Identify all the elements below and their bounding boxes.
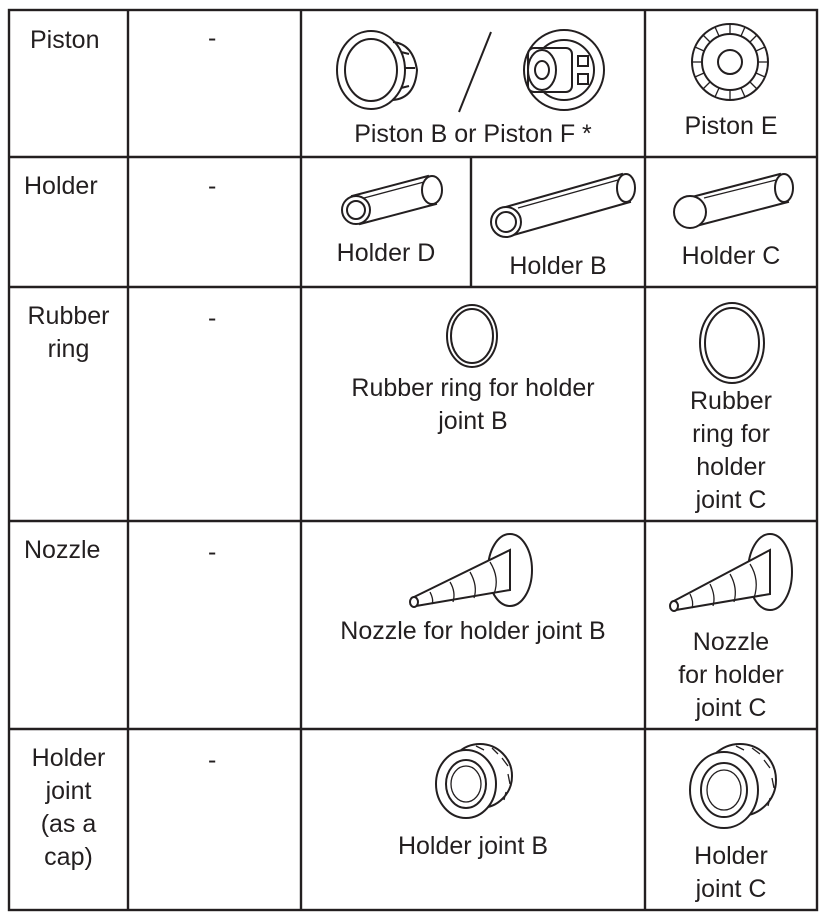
holder-d-label: Holder D [336, 239, 436, 267]
holder-c-label: Holder C [681, 242, 781, 270]
piston-e-label: Piston E [684, 112, 778, 140]
row-label-holder-joint-2: joint [45, 777, 92, 805]
rubber-ring-c-label-3: holder [696, 453, 766, 481]
holder-b-image [478, 168, 638, 244]
rubber-ring-c-label-4: joint C [695, 486, 767, 514]
rubber-ring-b-label-1: Rubber ring for holder [351, 374, 595, 402]
rubber-ring-b-label-2: joint B [438, 407, 508, 435]
holder-joint-b-image [432, 738, 516, 822]
rubber-ring-b-image [444, 302, 500, 370]
piston-e-image [688, 20, 772, 104]
holder-joint-c-label-1: Holder [694, 842, 768, 870]
rubber-ring-c-label-1: Rubber [690, 387, 772, 415]
holder-c-image [668, 168, 796, 234]
row-label-rubber-ring-1: Rubber [27, 302, 110, 330]
nozzle-b-image [406, 532, 538, 610]
holder-joint-b-label: Holder joint B [397, 832, 549, 860]
piston-b-or-f-label: Piston B or Piston F * [354, 120, 592, 148]
nozzle-c-image [666, 532, 798, 614]
nozzle-c-label-1: Nozzle [692, 628, 770, 656]
row-label-holder: Holder [24, 172, 98, 200]
piston-f-image [510, 26, 610, 112]
nozzle-c-label-3: joint C [695, 694, 767, 722]
row-label-nozzle: Nozzle [24, 536, 101, 564]
row-label-rubber-ring-2: ring [47, 335, 90, 363]
piston-b-image [335, 28, 423, 112]
holder-b-label: Holder B [509, 252, 607, 280]
separator-slash-icon [455, 30, 495, 114]
row-label-piston: Piston [30, 26, 100, 54]
nozzle-b-label: Nozzle for holder joint B [340, 617, 606, 645]
row-label-holder-joint-4: cap) [44, 843, 93, 871]
holder-joint-c-label-2: joint C [695, 875, 767, 903]
rubber-ring-c-label-2: ring for [692, 420, 770, 448]
nozzle-c-label-2: for holder [678, 661, 784, 689]
holder-joint-c-image [686, 738, 782, 832]
row-label-holder-joint-3: (as a [40, 810, 97, 838]
row-dash-holder: - [208, 172, 217, 200]
row-dash-nozzle: - [208, 538, 217, 566]
holder-d-image [328, 170, 444, 230]
row-label-holder-joint-1: Holder [31, 744, 106, 772]
row-dash-holder-joint: - [208, 746, 217, 774]
rubber-ring-c-image [696, 300, 768, 386]
row-dash-rubber-ring: - [208, 304, 217, 332]
row-dash-piston: - [208, 24, 217, 52]
